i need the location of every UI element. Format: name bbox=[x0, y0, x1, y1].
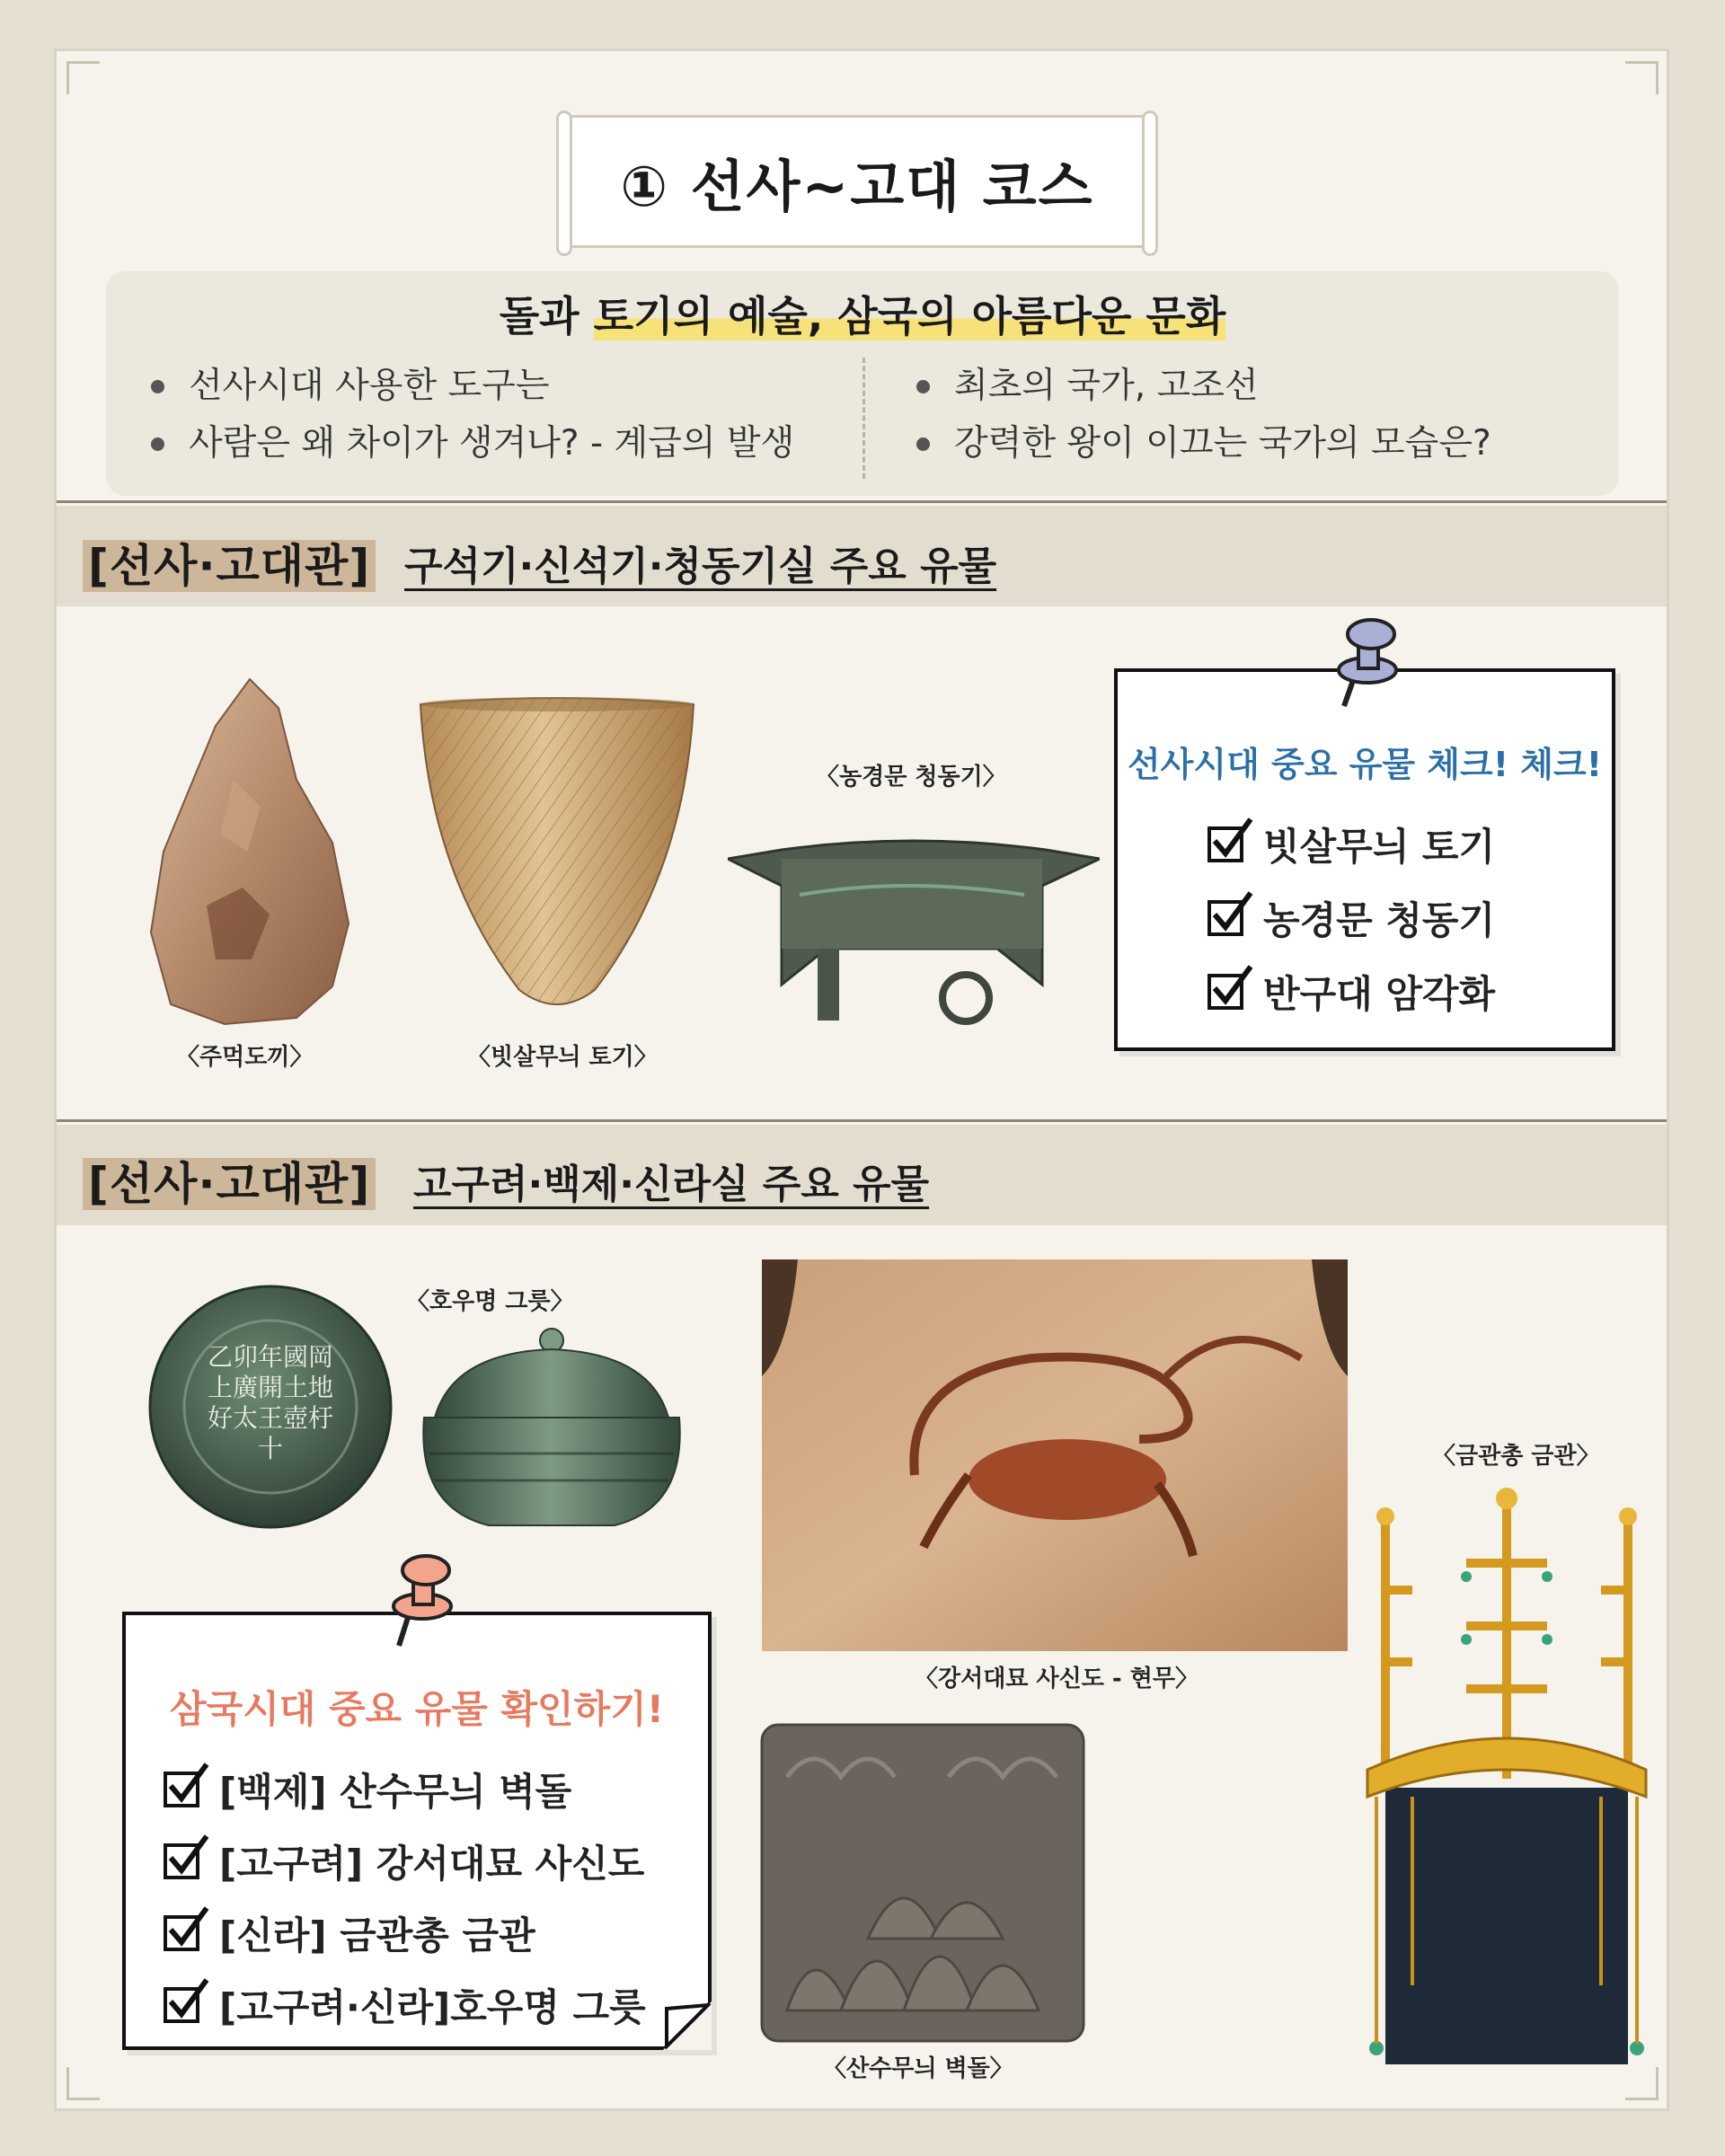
caption: 〈빗살무늬 토기〉 bbox=[467, 1044, 658, 1071]
divider bbox=[57, 500, 1667, 503]
section-tag: [선사·고대관] bbox=[83, 530, 376, 595]
checklist-item: [백제] 산수무늬 벽돌 bbox=[164, 1763, 571, 1816]
checkbox-checked-icon bbox=[164, 1772, 199, 1807]
divider bbox=[57, 1119, 1667, 1122]
checkbox-checked-icon bbox=[164, 1915, 199, 1951]
gold-crown-image bbox=[1358, 1482, 1655, 2064]
section-tag: [선사·고대관] bbox=[83, 1148, 376, 1213]
caption: 〈호우명 그릇〉 bbox=[406, 1288, 574, 1315]
list-item: 강력한 왕이 이끄는 국가의 모습은? bbox=[909, 415, 1491, 473]
scroll-rod bbox=[1142, 110, 1158, 256]
bowl-lid-image bbox=[417, 1328, 686, 1534]
hand-axe-image bbox=[144, 672, 359, 1031]
summary-divider bbox=[862, 358, 865, 479]
checklist-item: [신라] 금관총 금관 bbox=[164, 1906, 535, 1960]
summary-title: 돌과 토기의 예술, 삼국의 아름다운 문화 bbox=[499, 292, 1226, 340]
title-scroll bbox=[564, 115, 1150, 248]
checkbox-checked-icon bbox=[1208, 974, 1243, 1010]
section-subtitle: 고구려·백제·신라실 주요 유물 bbox=[413, 1162, 930, 1207]
corner-ornament bbox=[66, 61, 100, 94]
caption: 〈농경문 청동기〉 bbox=[816, 764, 1006, 791]
checkbox-checked-icon bbox=[164, 1987, 199, 2023]
checklist-title: 선사시대 중요 유물 체크! 체크! bbox=[1127, 745, 1603, 784]
corner-ornament bbox=[66, 2067, 100, 2100]
checklist-item: 반구대 암각화 bbox=[1208, 965, 1495, 1019]
mural-image bbox=[762, 1259, 1348, 1651]
checklist-item: 빗살무늬 토기 bbox=[1208, 817, 1495, 871]
checklist-title: 삼국시대 중요 유물 확인하기! bbox=[170, 1687, 664, 1731]
caption: 〈금관총 금관〉 bbox=[1432, 1443, 1600, 1470]
checkbox-checked-icon bbox=[164, 1843, 199, 1879]
page-title: ① 선사~고대 코스 bbox=[620, 153, 1094, 219]
checklist-note-1 bbox=[1114, 668, 1615, 1051]
checklist-note-2 bbox=[122, 1612, 712, 2050]
caption: 〈주먹도끼〉 bbox=[176, 1044, 314, 1071]
summary-right-list bbox=[909, 358, 1491, 473]
checkbox-checked-icon bbox=[1208, 900, 1243, 936]
corner-ornament bbox=[1625, 61, 1659, 94]
checklist-item: [고구려·신라]호우명 그릇 bbox=[164, 1978, 646, 2032]
checkbox-checked-icon bbox=[1208, 826, 1243, 862]
list-item: 선사시대 사용한 도구는 bbox=[144, 358, 794, 415]
pushpin-icon bbox=[1324, 616, 1405, 710]
folded-corner-icon bbox=[663, 2001, 712, 2050]
scroll-rod bbox=[556, 110, 572, 256]
list-item: 사람은 왜 차이가 생겨나? - 계급의 발생 bbox=[144, 415, 794, 473]
caption: 〈산수무늬 벽돌〉 bbox=[823, 2055, 1013, 2082]
bronze-artifact-image bbox=[728, 805, 1100, 1029]
landscape-brick-image bbox=[760, 1723, 1085, 2043]
corner-ornament bbox=[1625, 2067, 1659, 2100]
caption: 〈강서대묘 사신도 - 현무〉 bbox=[915, 1666, 1199, 1692]
section-subtitle: 구석기·신석기·청동기실 주요 유물 bbox=[404, 543, 997, 589]
checklist-item: 농경문 청동기 bbox=[1208, 891, 1495, 945]
pushpin-icon bbox=[377, 1551, 458, 1649]
checklist-item: [고구려] 강서대묘 사신도 bbox=[164, 1834, 644, 1888]
bowl-inscription: 乙卯年國岡上廣開土地好太王壺杅十 bbox=[207, 1342, 333, 1463]
list-item: 최초의 국가, 고조선 bbox=[909, 358, 1491, 415]
comb-pottery-image bbox=[415, 694, 699, 1017]
summary-left-list bbox=[144, 358, 794, 473]
